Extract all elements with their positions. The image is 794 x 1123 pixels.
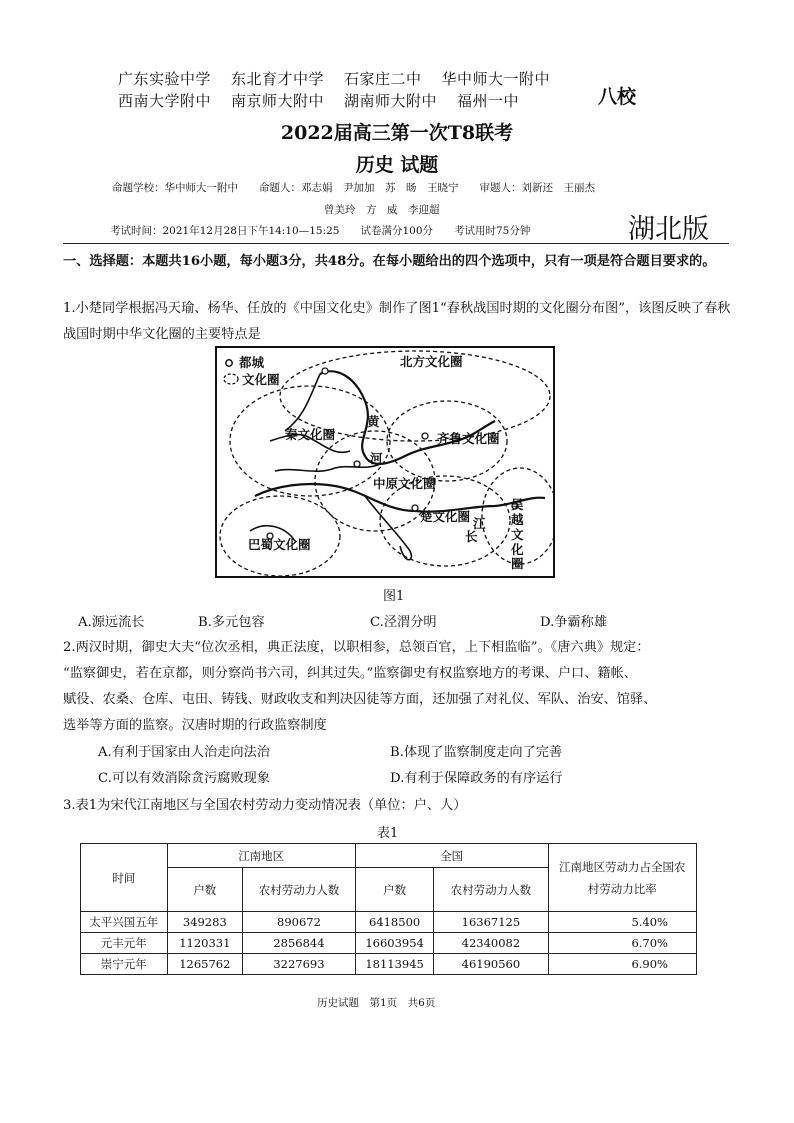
- wuyue-char: 越: [511, 512, 524, 527]
- zhongyuan-culture-label: 中原文化圈: [373, 476, 436, 491]
- wuyue-char: 吴: [511, 497, 524, 512]
- legend-circle-label: 文化圈: [242, 372, 280, 387]
- proposer-line-2: 曾美玲 方 威 李迎超: [324, 204, 440, 216]
- school-name: 东北育才中学: [231, 70, 325, 88]
- table-cell: 16603954: [355, 933, 434, 954]
- section-heading: 一、选择题：本题共16小题，每小题3分，共48分。在每小题给出的四个选项中，只有一项是符合题目要求的。: [63, 254, 716, 269]
- culture-circle-map: [215, 346, 555, 578]
- wuyue-char: 文: [511, 527, 524, 542]
- table-header-households: 户数: [355, 868, 434, 912]
- table-header-labor: 农村劳动力人数: [434, 868, 548, 912]
- table-cell: 元丰元年: [81, 933, 168, 954]
- table-cell: 16367125: [434, 912, 548, 933]
- school-name: 广东实验中学: [118, 70, 212, 88]
- school-name: 南京师大附中: [231, 92, 325, 110]
- yellow-river-char: 河: [370, 451, 383, 466]
- question-1-stem: 1.小楚同学根据冯天瑜、杨华、任放的《中国文化史》制作了图1“春秋战国时期的文化圈分布图”，该图反映了春秋战国时期中华文化圈的主要特点是: [63, 301, 731, 342]
- table-cell: 3227693: [243, 954, 356, 975]
- school-name: 华中师大一附中: [441, 70, 551, 88]
- table-cell: 42340082: [434, 933, 548, 954]
- school-list-row-2: [118, 90, 539, 111]
- yangtze-char: 江: [473, 516, 486, 531]
- table-cell: 46190560: [434, 954, 548, 975]
- table-header-jiangnan: 江南地区: [167, 844, 355, 868]
- question-2-line: 选举等方面的监察。汉唐时期的行政监察制度: [63, 718, 327, 733]
- table-cell: 太平兴国五年: [81, 912, 168, 933]
- table-cell: 6418500: [355, 912, 434, 933]
- q2-option-d: D.有利于保障政务的有序运行: [390, 771, 563, 786]
- school-name: 福州一中: [457, 92, 520, 110]
- edition-label: 湖北版: [628, 214, 709, 245]
- table-1-caption: 表1: [377, 826, 399, 841]
- subject-title: 历史 试题: [355, 154, 439, 176]
- table-cell: 崇宁元年: [81, 954, 168, 975]
- labor-table: [80, 843, 697, 975]
- exam-time-line: 考试时间：2021年12月28日下午14:10—15:25 试卷满分100分 考试用时75分钟: [110, 225, 531, 237]
- table-header-national: 全国: [355, 844, 548, 868]
- header-divider: [63, 243, 729, 244]
- exam-title: 2022届高三第一次T8联考: [280, 122, 514, 144]
- chu-culture-label: 楚文化圈: [420, 509, 471, 524]
- q1-option-c: C.泾渭分明: [370, 615, 437, 630]
- table-row: [81, 912, 697, 933]
- q2-option-c: C.可以有效消除贪污腐败现象: [98, 771, 271, 786]
- qilu-culture-label: 齐鲁文化圈: [437, 431, 500, 446]
- yellow-river-char: 黄: [367, 414, 380, 429]
- table-cell: 18113945: [355, 954, 434, 975]
- table-header-labor: 农村劳动力人数: [243, 868, 356, 912]
- school-name: 西南大学附中: [118, 92, 212, 110]
- bashu-culture-label: 巴蜀文化圈: [248, 537, 311, 552]
- qin-culture-label: 秦文化圈: [285, 427, 336, 442]
- question-2-line: 2.两汉时期，御史大夫“位次丞相，典正法度，以职相参，总领百官，上下相监临”。《唐六典》规定：: [63, 640, 650, 655]
- north-culture-label: 北方文化圈: [400, 354, 463, 369]
- q1-option-b: B.多元包容: [198, 615, 265, 630]
- table-row: [81, 954, 697, 975]
- wuyue-char: 圈: [511, 556, 524, 571]
- table-row: [81, 933, 697, 954]
- table-cell: 2856844: [243, 933, 356, 954]
- table-header-ratio: 江南地区劳动力占全国农村劳动力比率: [548, 844, 697, 912]
- wuyue-char: 化: [511, 542, 524, 557]
- table-cell: 6.90%: [548, 954, 697, 975]
- school-name: 石家庄二中: [344, 70, 422, 88]
- q1-option-a: A.源远流长: [78, 615, 145, 630]
- table-cell: 5.40%: [548, 912, 697, 933]
- table-header-households: 户数: [167, 868, 243, 912]
- school-name: 湖南师大附中: [344, 92, 438, 110]
- q2-option-a: A.有利于国家由人治走向法治: [98, 745, 270, 760]
- figure-1-caption: 图1: [383, 589, 405, 604]
- legend-capital-label: 都城: [239, 355, 265, 370]
- page-footer: 历史试题 第1页 共6页: [317, 997, 436, 1009]
- table-header-time: 时间: [81, 844, 168, 912]
- table-cell: 349283: [167, 912, 243, 933]
- school-list-row-1: [118, 68, 570, 89]
- group-label: 八校: [598, 86, 637, 108]
- question-3-stem: 3.表1为宋代江南地区与全国农村劳动力变动情况表（单位：户、人）: [63, 798, 467, 813]
- question-2-line: “监察御史，若在京都，则分察尚书六司，纠其过失。”监察御史有权监察地方的考课、户口、籍帐、: [63, 666, 637, 681]
- proposer-line: 命题学校：华中师大一附中 命题人：邓志娟 尹加加 苏 旸 王晓宁 审题人：刘新还 王丽杰: [112, 182, 595, 194]
- yangtze-char: 长: [465, 529, 478, 544]
- table-cell: 1120331: [167, 933, 243, 954]
- q2-option-b: B.体现了监察制度走向了完善: [390, 745, 563, 760]
- table-cell: 6.70%: [548, 933, 697, 954]
- question-2-line: 赋役、农桑、仓库、屯田、铸钱、财政收支和判决囚徒等方面，还加强了对礼仪、军队、治安、馆驿、: [63, 692, 657, 707]
- q1-option-d: D.争霸称雄: [540, 615, 608, 630]
- table-cell: 1265762: [167, 954, 243, 975]
- table-cell: 890672: [243, 912, 356, 933]
